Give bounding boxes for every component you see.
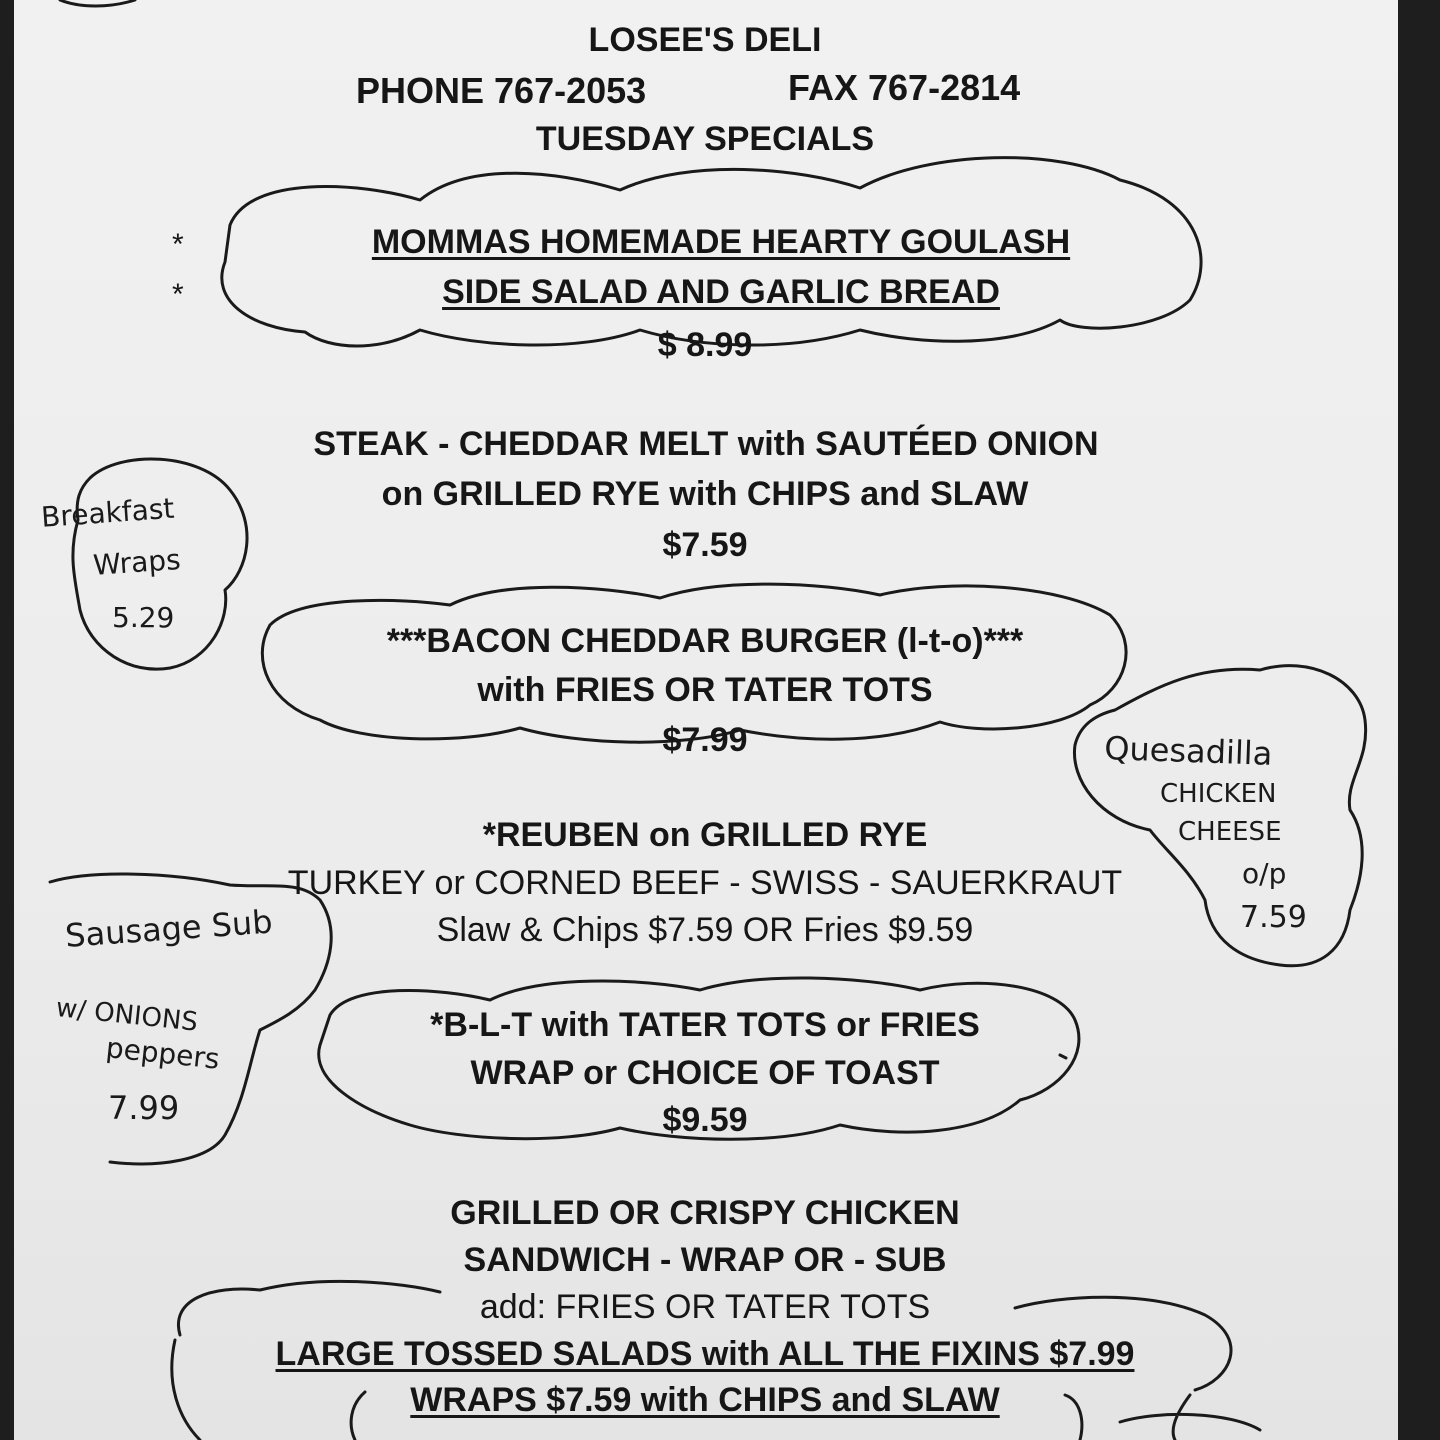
chicken-options: SANDWICH - WRAP OR - SUB <box>463 1241 947 1279</box>
steak-price: $7.59 <box>662 526 748 564</box>
blt-title: *B-L-T with TATER TOTS or FRIES <box>430 1006 980 1044</box>
goulash-title: MOMMAS HOMEMADE HEARTY GOULASH <box>371 223 1071 261</box>
handwritten-sausage-label: Sausage Sub <box>63 902 274 955</box>
bullet-star: * <box>172 228 184 261</box>
handwritten-breakfast-label: Wraps <box>92 542 182 582</box>
goulash-sides: SIDE SALAD AND GARLIC BREAD <box>442 273 1000 311</box>
steak-title: STEAK - CHEDDAR MELT with SAUTÉED ONION <box>313 425 1099 463</box>
burger-price: $7.99 <box>662 721 748 759</box>
handwritten-quesadilla-label: o/p <box>1242 857 1287 890</box>
handwritten-quesadilla-label: Quesadilla <box>1103 729 1273 773</box>
salads-offer: LARGE TOSSED SALADS with ALL THE FIXINS $7.99 <box>275 1335 1135 1373</box>
page-title: TUESDAY SPECIALS <box>535 120 875 158</box>
reuben-fillings: TURKEY or CORNED BEEF - SWISS - SAUERKRAUT <box>287 864 1123 902</box>
blt-options: WRAP or CHOICE OF TOAST <box>470 1054 940 1092</box>
burger-title: ***BACON CHEDDAR BURGER (l-t-o)*** <box>386 622 1024 660</box>
handwritten-quesadilla-label: CHICKEN <box>1160 779 1277 809</box>
steak-description: on GRILLED RYE with CHIPS and SLAW <box>381 475 1029 513</box>
chicken-addons: add: FRIES OR TATER TOTS <box>479 1288 931 1326</box>
bullet-star: * <box>172 278 184 311</box>
goulash-price: $ 8.99 <box>657 326 753 364</box>
handwritten-quesadilla-label: CHEESE <box>1178 817 1282 847</box>
handwritten-quesadilla-price: 7.59 <box>1240 900 1307 935</box>
wraps-offer: WRAPS $7.59 with CHIPS and SLAW <box>410 1381 1000 1419</box>
handwritten-sausage-label: peppers <box>104 1030 222 1076</box>
reuben-title: *REUBEN on GRILLED RYE <box>482 816 928 854</box>
fax-number: FAX 767-2814 <box>788 67 1021 108</box>
handwritten-breakfast-price: 5.29 <box>112 601 175 634</box>
handwritten-breakfast-label: Breakfast <box>40 491 176 534</box>
handwritten-sausage-price: 7.99 <box>108 1089 180 1127</box>
handwritten-sausage-label: w/ ONIONS <box>54 992 200 1038</box>
reuben-prices: Slaw & Chips $7.59 OR Fries $9.59 <box>436 911 974 949</box>
blt-price: $9.59 <box>662 1101 748 1139</box>
deli-name: LOSEE'S DELI <box>588 21 822 59</box>
burger-sides: with FRIES OR TATER TOTS <box>477 671 933 709</box>
chicken-title: GRILLED OR CRISPY CHICKEN <box>450 1194 960 1232</box>
phone-number: PHONE 767-2053 <box>356 70 647 111</box>
